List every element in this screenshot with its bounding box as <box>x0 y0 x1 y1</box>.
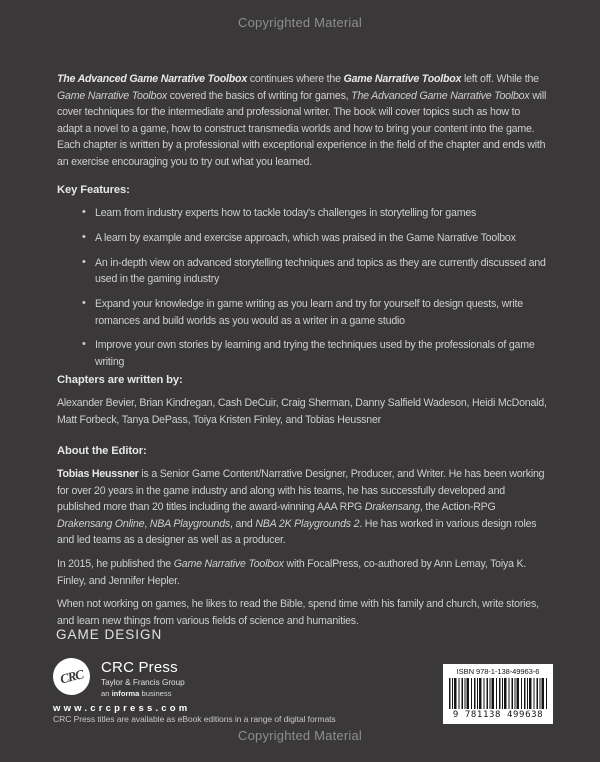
editor-publication-paragraph: In 2015, he published the Game Narrative Toolbox with FocalPress, co-authored by Ann Lemay, Toiya K. Finley, and Jennifer Hepler. <box>57 557 527 587</box>
key-feature-text: Improve your own stories by learning and trying the techniques used by the professionals of game writing <box>95 339 535 368</box>
chapter-authors-section <box>57 374 547 428</box>
key-feature-item <box>57 230 547 246</box>
copyright-notice-bottom: Copyrighted Material <box>238 728 362 743</box>
copyright-notice-top: Copyrighted Material <box>238 15 362 30</box>
book-description: The Advanced Game Narrative Toolbox continues where the Game Narrative Toolbox left off. While the Game Narrative Toolbox covered the basics of writing for games, The Advanced Game Narrative Toolbox will cover techniques for the intermediate and professional writer. The book will cover topics such as how to adapt a novel to a game, how to construct transmedia worlds and how to bring your content into the game. Each chapter is written by a professional with exceptional experience in the field of the chapter and ends with an exercise encouraging you to try out what you learned. <box>57 73 547 168</box>
bullet-icon: • <box>82 338 86 351</box>
publisher-tagline: an informa business <box>101 689 172 698</box>
barcode-digits: 9 781138 499638 <box>452 710 544 720</box>
editor-bio-paragraph: Tobias Heussner is a Senior Game Content/Narrative Designer, Producer, and Writer. He has been working for over 20 years in the game industry and along with his teams, he has successfully developed and published more than 20 titles including the award-winning AAA RPG Drakensang, the Action-RPG Drakensang Online, NBA Playgrounds, and NBA 2K Playgrounds 2. He has worked in various design roles and led teams as a designer as well as a producer. <box>57 468 545 547</box>
key-feature-item <box>57 296 547 329</box>
key-feature-text: Expand your knowledge in game writing as you learn and try for yourself to design quests, write romances and build worlds as you would as a writer in a game studio <box>95 298 523 327</box>
publisher-group: Taylor & Francis Group <box>101 678 185 687</box>
chapter-authors-names: Alexander Bevier, Brian Kindregan, Cash DeCuir, Craig Sherman, Danny Salfield Wadeson, Heidi McDonald, Matt Forbeck, Tanya DePass, Toiya Kristen Finley, and Tobias Heussner <box>57 397 547 426</box>
publisher-website: www.crcpress.com <box>53 703 191 714</box>
isbn-barcode <box>443 664 553 724</box>
key-feature-text: Learn from industry experts how to tackle today's challenges in storytelling for games <box>95 207 477 219</box>
key-feature-text: A learn by example and exercise approach, which was praised in the Game Narrative Toolbox <box>95 231 516 244</box>
crc-press-logo-icon: CRC <box>49 654 94 699</box>
key-feature-item <box>57 205 547 221</box>
barcode-bars-icon <box>449 678 547 709</box>
key-feature-item <box>57 255 547 288</box>
publisher-name: CRC Press <box>101 659 178 676</box>
about-editor-heading: About the Editor: <box>57 445 147 457</box>
bullet-icon: • <box>82 230 86 243</box>
about-editor-section <box>57 445 547 636</box>
ebook-availability-note: CRC Press titles are available as eBook editions in a range of digital formats <box>53 714 336 724</box>
key-features-section <box>57 184 547 379</box>
editor-personal-paragraph: When not working on games, he likes to read the Bible, spend time with his family and church, write stories, and learn new things from various fields of science and humanities. <box>57 598 539 627</box>
key-features-heading: Key Features: <box>57 184 130 196</box>
key-feature-item <box>57 337 547 370</box>
isbn-number: ISBN 978-1-138-49963-6 <box>456 667 540 676</box>
bullet-icon: • <box>82 255 86 268</box>
key-feature-text: An in-depth view on advanced storytelling techniques and topics as they are currently discussed and used in the gaming industry <box>95 256 546 286</box>
publisher-text <box>101 658 185 698</box>
key-features-list <box>57 205 547 370</box>
publisher-block <box>53 658 190 714</box>
bullet-icon: • <box>82 297 86 310</box>
category-label: GAME DESIGN <box>56 627 163 642</box>
chapter-authors-heading: Chapters are written by: <box>57 374 183 386</box>
bullet-icon: • <box>82 206 86 218</box>
